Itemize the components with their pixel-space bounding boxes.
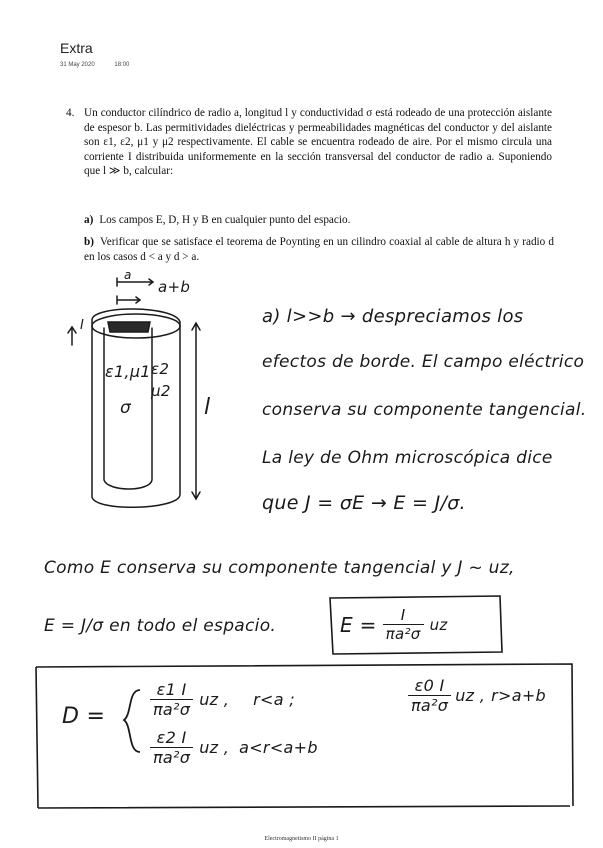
time-text: 18:00 [114, 62, 130, 68]
D-case-2-den: πa²σ [411, 696, 449, 715]
sketch-eps2: ε2 [151, 360, 170, 378]
item-text: Verificar que se satisface el teorema de Poynting en un cilindro coaxial al cable de altura h y radio d en los casos d < a y d > a. [84, 236, 554, 263]
note-line-7: E = J/σ en todo el espacio. [44, 616, 277, 636]
D-case-2-cond: r>a+b [491, 686, 546, 705]
D-case-1-num: ε1 I [150, 680, 193, 700]
note-line-6: Como E conserva su componente tangencial y J ~ uz, [44, 558, 515, 578]
E-result [340, 606, 448, 643]
E-num: I [383, 606, 424, 625]
D-case-1-den: πa²σ [153, 700, 191, 719]
item-label: b) [84, 236, 94, 248]
E-fraction [383, 606, 424, 643]
D-case-3-den: πa²σ [153, 748, 191, 767]
page-title: Extra [60, 40, 93, 56]
sketch-length: l [204, 395, 211, 420]
D-case-3-fraction [150, 728, 193, 767]
sketch-mu2: μ2 [151, 382, 171, 400]
note-line-2: efectos de borde. El campo eléctrico [262, 352, 585, 372]
item-label: a) [84, 214, 94, 226]
E-den: πa²σ [385, 625, 421, 643]
current-arrow [68, 327, 76, 345]
D-case-3-unit: uz , [199, 738, 230, 757]
D-case-3-cond: a<r<a+b [239, 738, 318, 757]
D-case-1-fraction [150, 680, 193, 719]
note-line-3: conserva su componente tangencial. [262, 400, 587, 420]
item-text: Los campos E, D, H y B en cualquier punto del espacio. [99, 214, 351, 226]
D-case-1-cond: r<a ; [253, 690, 295, 709]
D-lhs: D = [62, 704, 106, 729]
E-lhs: E = [340, 612, 377, 637]
D-case-2-unit: uz , [455, 686, 486, 705]
note-line-4: La ley de Ohm microscópica dice [262, 448, 553, 468]
D-case-2-num: ε0 I [408, 676, 451, 696]
note-line-5: que J = σE → E = J/σ. [262, 492, 466, 514]
sketch-inner-label: ε1,μ1 [105, 362, 151, 381]
D-case-1-unit: uz , [199, 690, 230, 709]
sketch-current: I [80, 318, 85, 333]
D-case-3-num: ε2 I [150, 728, 193, 748]
D-case-2 [408, 676, 546, 715]
D-brace [124, 690, 140, 752]
page-footer: Electromagnetismo II página 1 [264, 836, 339, 842]
E-unit: uz [429, 615, 448, 634]
sketch-dim-a: a [124, 268, 132, 282]
dim-ab-arrow [117, 296, 140, 304]
problem-text: Un conductor cilíndrico de radio a, longitud l y conductividad σ está rodeado de una protección aislante de espesor b. Las permitividades dieléctricas y permeabilidades magnéticas del conductor y del aislante son ε1, ε2, μ1 y μ2 respectivamente. El cable se encuentra rodeado de aire. Por el mismo circula una corriente I distribuida uniformemente en la sección transversal del conductor de radio a. Suponiendo que l ≫ b, calcular: [84, 107, 552, 178]
dim-a-arrow [117, 278, 153, 286]
date-text: 31 May 2020 [60, 62, 95, 68]
D-case-3 [150, 728, 318, 767]
D-case-2-fraction [408, 676, 451, 715]
length-arrow [192, 323, 200, 499]
hatched-core [108, 322, 150, 332]
sketch-sigma: σ [120, 398, 132, 418]
note-line-1: a) l>>b → despreciamos los [262, 306, 524, 327]
problem-number: 4. [66, 107, 75, 119]
D-case-1 [150, 680, 295, 719]
sketch-dim-ab: a+b [158, 278, 191, 296]
